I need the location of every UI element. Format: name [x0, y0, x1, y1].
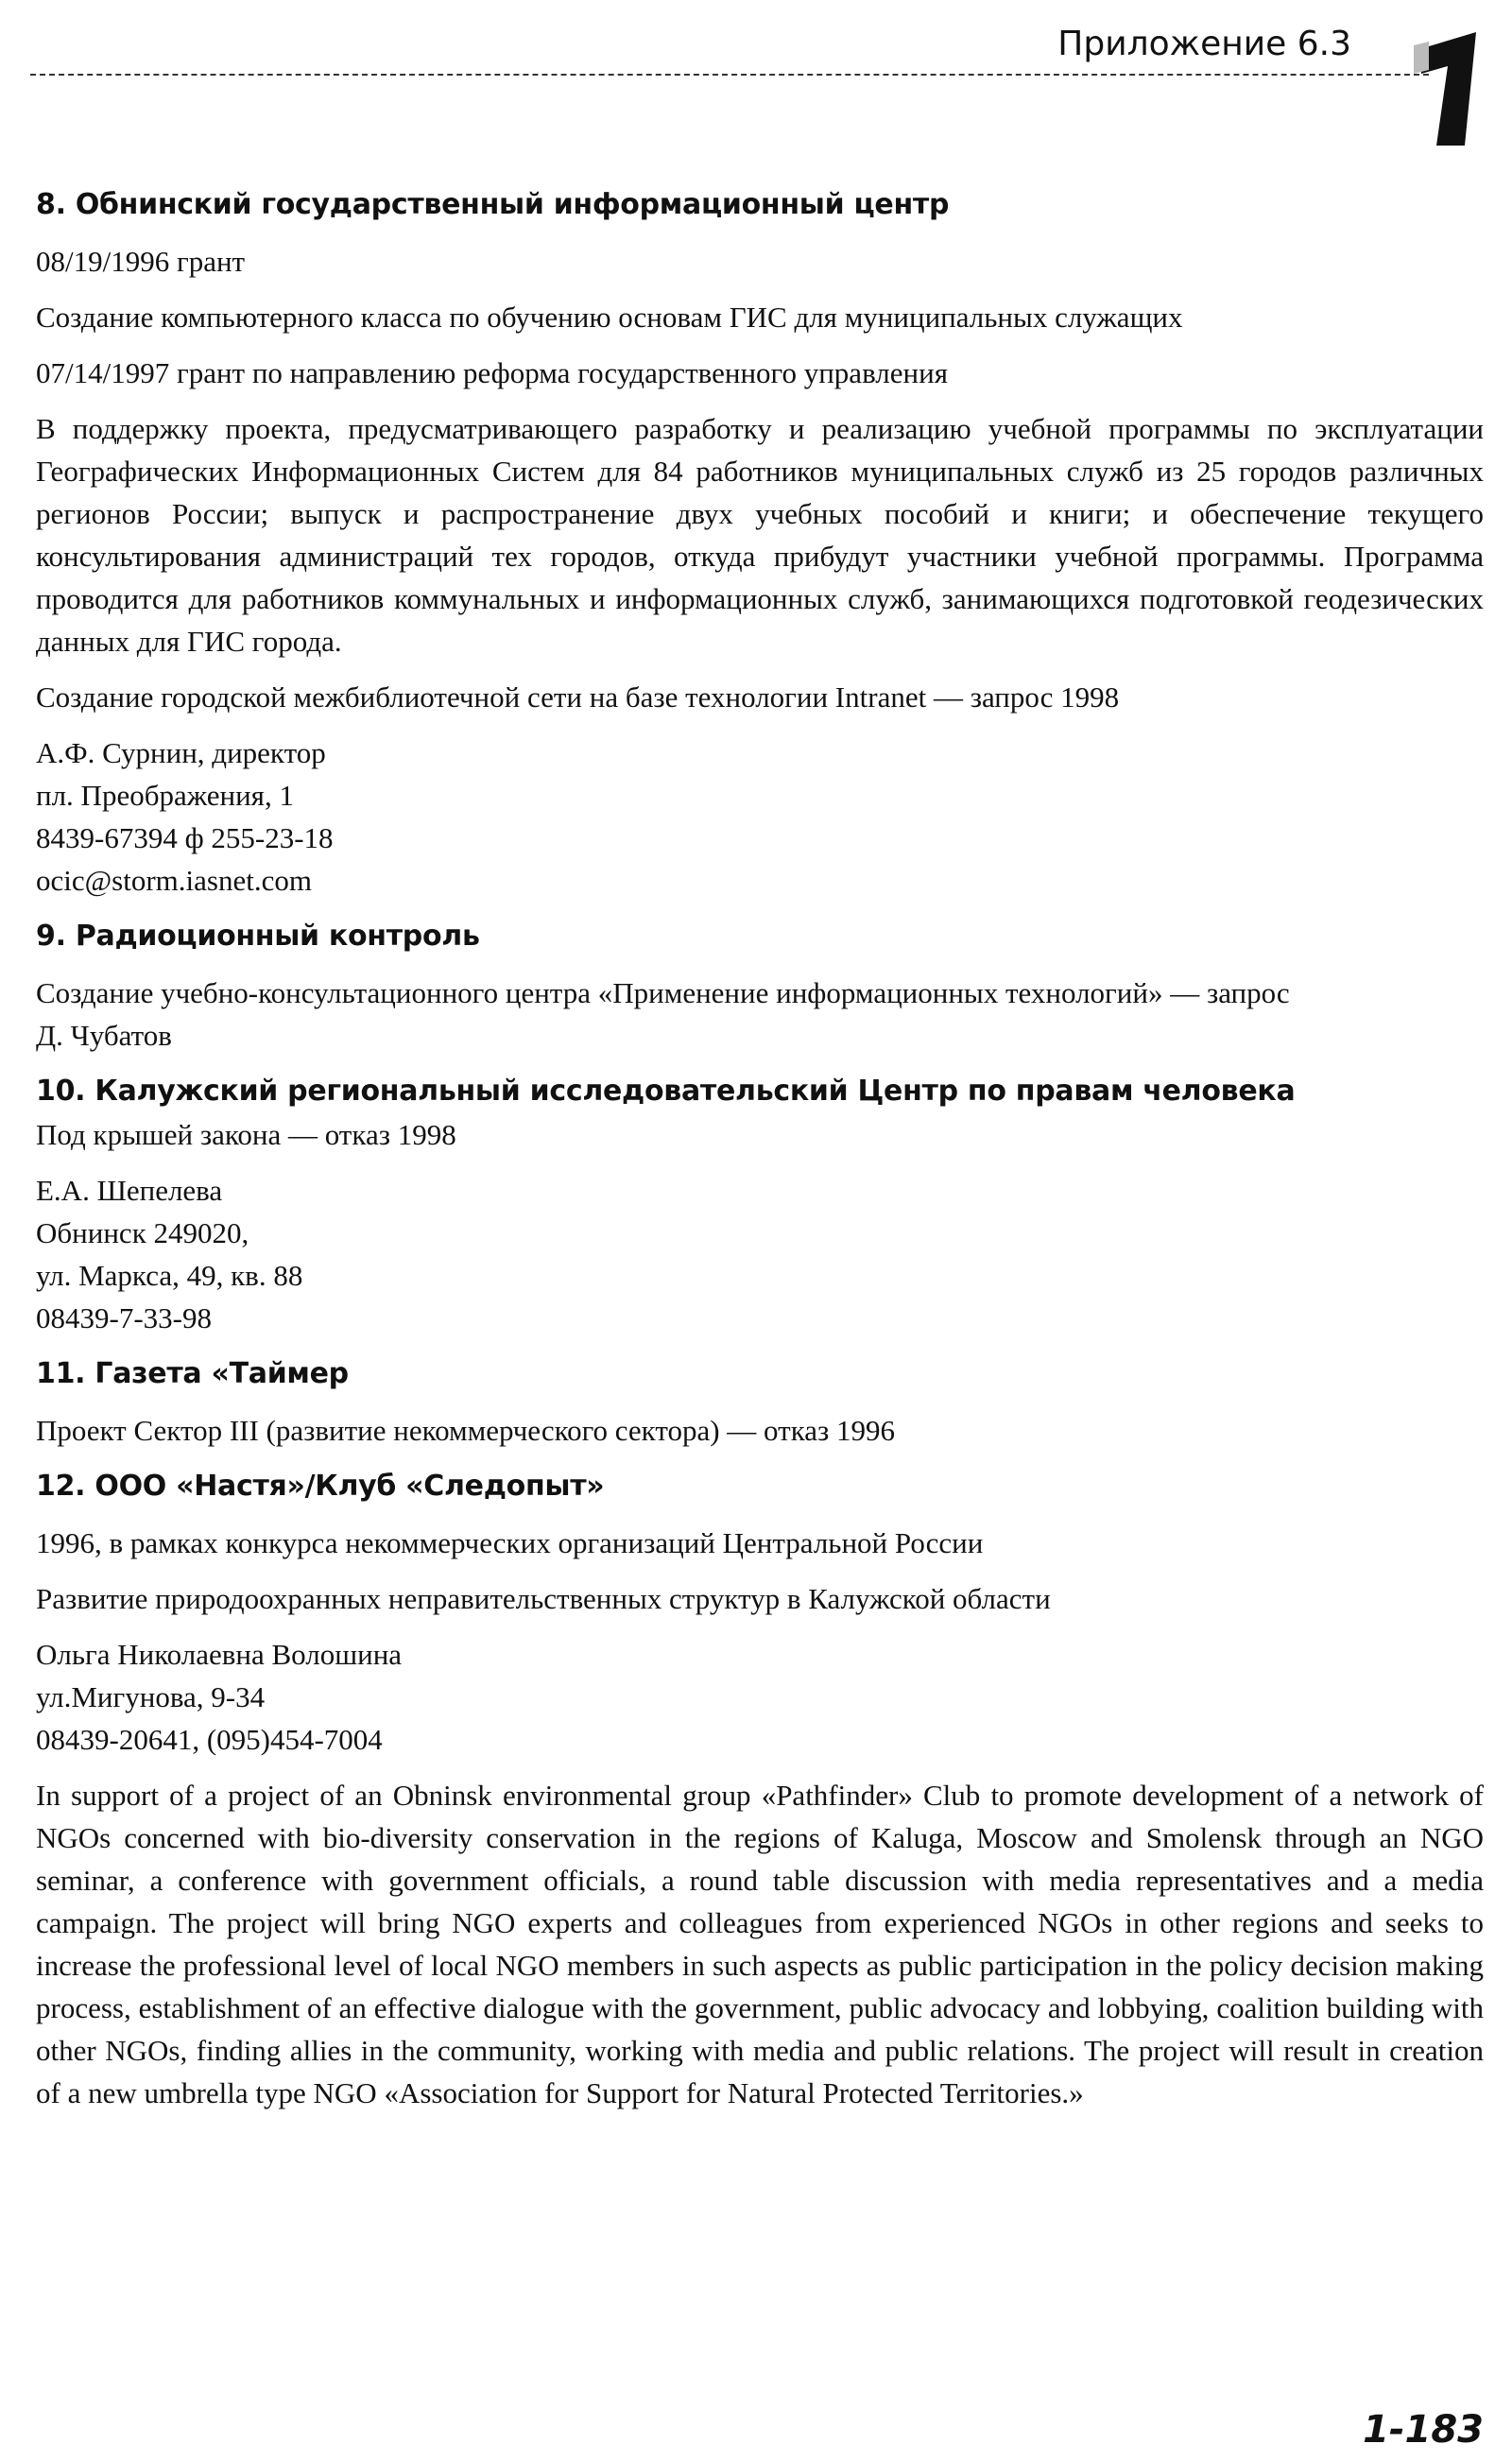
section-8-contact-address: пл. Преображения, 1	[36, 779, 294, 812]
page-content	[36, 183, 1484, 2114]
section-12-contact-address: ул.Мигунова, 9-34	[36, 1680, 266, 1713]
section-8-grant2-desc: В поддержку проекта, предусматривающего разработку и реализацию учебной программы по эксплуатации Географических Информационных Систем для 84 работников муниципальных служб из 25 городов различных регионов России; выпуск и распространение двух учебных пособий и книги; и обеспечение текущего консультирования администраций тех городов, откуда прибудут участники учебной программы. Программа проводится для работников коммунальных и информационных служб, занимающихся подготовкой геодезических данных для ГИС города.	[36, 412, 1484, 658]
section-10-contact-name: Е.А. Шепелева	[36, 1174, 223, 1207]
section-8-grant1-desc: Создание компьютерного класса по обучению основам ГИС для муниципальных служащих	[36, 301, 1183, 334]
section-8-contact-name: А.Ф. Сурнин, директор	[36, 736, 326, 769]
section-11-heading: 11. Газета «Таймер	[36, 1357, 349, 1390]
section-8-grant2-date: 07/14/1997 грант по направлению реформа государственного управления	[36, 356, 948, 389]
section-8-request: Создание городской межбиблиотечной сети на базе технологии Intranet — запрос 1998	[36, 680, 1120, 714]
section-9-request: Создание учебно-консультационного центра «Применение информационных технологий» — запрос	[36, 976, 1290, 1009]
page-number: 1-183	[1363, 2408, 1484, 2452]
section-12-heading: 12. ООО «Настя»/Клуб «Следопыт»	[36, 1470, 605, 1503]
section-10-request: Под крышей закона — отказ 1998	[36, 1118, 456, 1151]
section-12-english-description: In support of a project of an Obninsk environmental group «Pathfinder» Club to promote development of a network of NGOs concerned with bio-diversity conservation in the regions of Kaluga, Moscow and Smolensk through an NGO seminar, a conference with government officials, a round table discussion with media representatives and a media campaign. The project will bring NGO experts and colleagues from experienced NGOs in other regions and seeks to increase the professional level of local NGO members in such aspects as public participation in the policy decision making process, establishment of an effective dialogue with the government, public advocacy and lobbying, coalition building with other NGOs, finding allies in the community, working with media and public relations. The project will result in creation of a new umbrella type NGO «Association for Support for Natural Protected Territories.»	[36, 1779, 1484, 2109]
header-divider	[30, 74, 1429, 76]
chapter-tab-mark-icon	[1410, 32, 1486, 146]
section-10-heading: 10. Калужский региональный исследовательский Центр по правам человека	[36, 1075, 1296, 1108]
running-header-title: Приложение 6.3	[1057, 25, 1351, 63]
section-12-contact-phone: 08439-20641, (095)454-7004	[36, 1723, 383, 1756]
section-8-grant1-date: 08/19/1996 грант	[36, 245, 246, 278]
section-8-heading: 8. Обнинский государственный информационный центр	[36, 188, 950, 221]
section-8-contact-email: ocic@storm.iasnet.com	[36, 864, 312, 897]
section-10-contact-city: Обнинск 249020,	[36, 1216, 249, 1249]
section-12-line2: Развитие природоохранных неправительственных структур в Калужской области	[36, 1582, 1051, 1615]
section-8-contact-phone: 8439-67394 ф 255-23-18	[36, 821, 334, 854]
section-9-contact: Д. Чубатов	[36, 1019, 172, 1052]
section-9-heading: 9. Радиоционный контроль	[36, 920, 480, 953]
section-12-line1: 1996, в рамках конкурса некоммерческих организаций Центральной России	[36, 1526, 984, 1559]
section-12-contact-name: Ольга Николаевна Волошина	[36, 1638, 403, 1671]
section-10-contact-street: ул. Маркса, 49, кв. 88	[36, 1259, 303, 1292]
section-11-request: Проект Сектор III (развитие некоммерческого сектора) — отказ 1996	[36, 1414, 896, 1447]
section-10-contact-phone: 08439-7-33-98	[36, 1301, 212, 1334]
